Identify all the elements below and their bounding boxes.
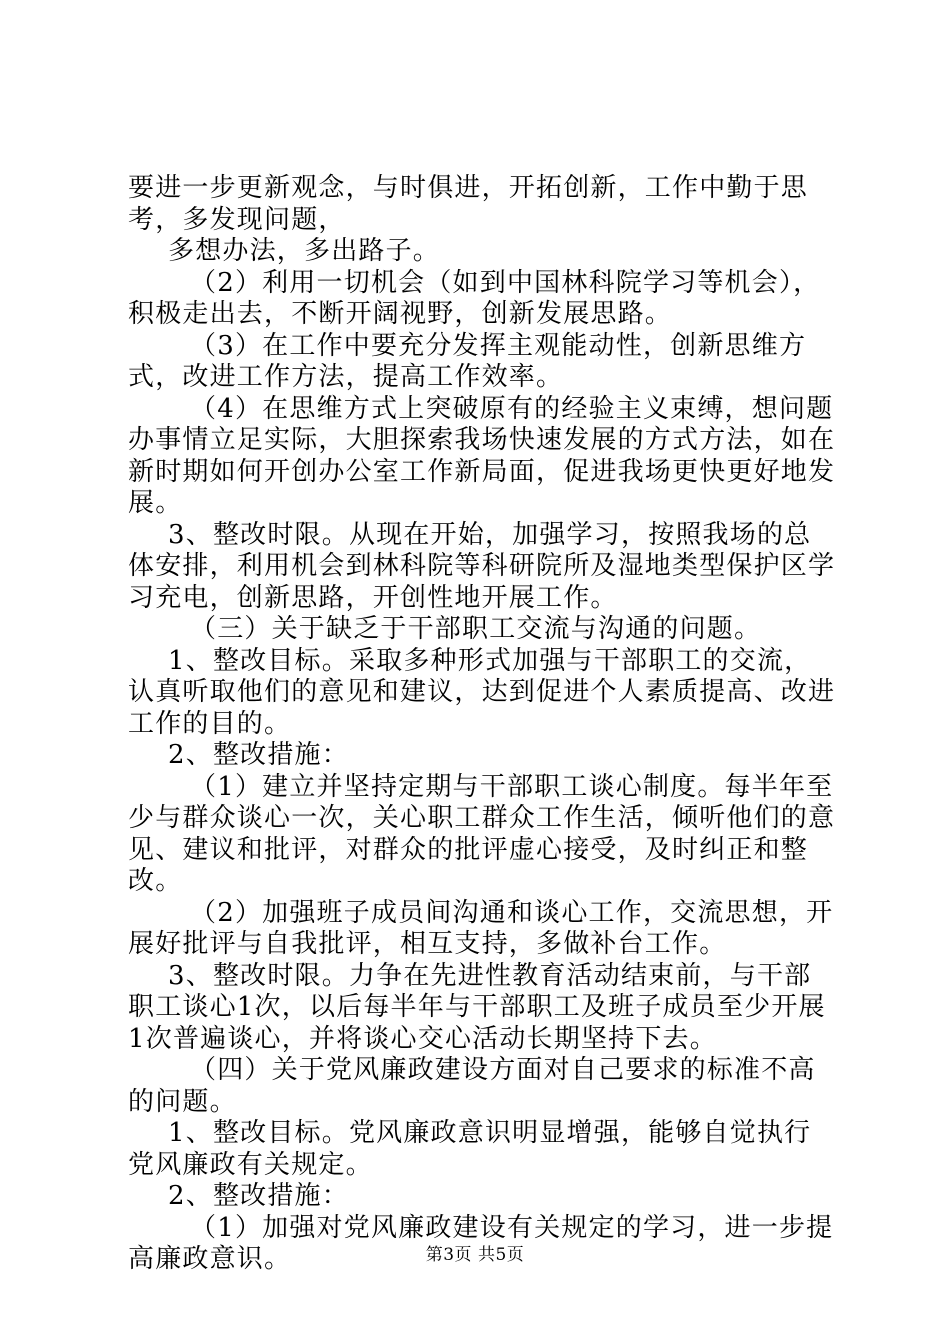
paragraph: （4）在思维方式上突破原有的经验主义束缚，想问题办事情立足实际，大胆探索我场快速发展的方式方法，如在新时期如何开创办公室工作新局面，促进我场更快更好地发展。 <box>128 393 836 518</box>
document-body <box>128 173 838 1276</box>
paragraph: 多想办法，多出路子。 <box>168 236 441 266</box>
paragraph: 1、整改目标。采取多种形式加强与干部职工的交流，认真听取他们的意见和建议，达到促进个人素质提高、改进工作的目的。 <box>128 645 836 739</box>
paragraph: 2、整改措施： <box>168 1181 349 1211</box>
page-number-label: 第3页 共5页 <box>425 1245 525 1265</box>
paragraph: 3、整改时限。力争在先进性教育活动结束前，与干部职工谈心1次，以后每半年与干部职工及班子成员至少开展1次普遍谈心，并将谈心交心活动长期坚持下去。 <box>128 960 826 1054</box>
paragraph: （2）利用一切机会（如到中国林科院学习等机会），积极走出去，不断开阔视野，创新发展思路。 <box>128 267 821 329</box>
paragraph: （3）在工作中要充分发挥主观能动性，创新思维方式，改进工作方法，提高工作效率。 <box>128 330 807 392</box>
paragraph: （1）加强对党风廉政建设有关规定的学习，进一步提高廉政意识。 <box>128 1212 834 1274</box>
paragraph: 3、整改时限。从现在开始，加强学习，按照我场的总体安排，利用机会到林科院等科研院所及湿地类型保护区学习充电，创新思路，开创性地开展工作。 <box>128 519 836 613</box>
paragraph: （2）加强班子成员间沟通和谈心工作，交流思想，开展好批评与自我批评，相互支持，多做补台工作。 <box>128 897 834 959</box>
paragraph: （1）建立并坚持定期与干部职工谈心制度。每半年至少与群众谈心一次，关心职工群众工作生活，倾听他们的意见、建议和批评，对群众的批评虚心接受，及时纠正和整改。 <box>128 771 836 896</box>
paragraph: 1、整改目标。党风廉政意识明显增强，能够自觉执行党风廉政有关规定。 <box>128 1118 812 1180</box>
paragraph: 要进一步更新观念，与时俱进，开拓创新，工作中勤于思考，多发现问题， <box>128 173 809 235</box>
page-footer <box>0 1243 950 1267</box>
section-heading: （四）关于党风廉政建设方面对自己要求的标准不高的问题。 <box>128 1055 816 1117</box>
section-heading: （三）关于缺乏于干部职工交流与沟通的问题。 <box>190 614 762 644</box>
paragraph: 2、整改措施： <box>168 740 349 770</box>
